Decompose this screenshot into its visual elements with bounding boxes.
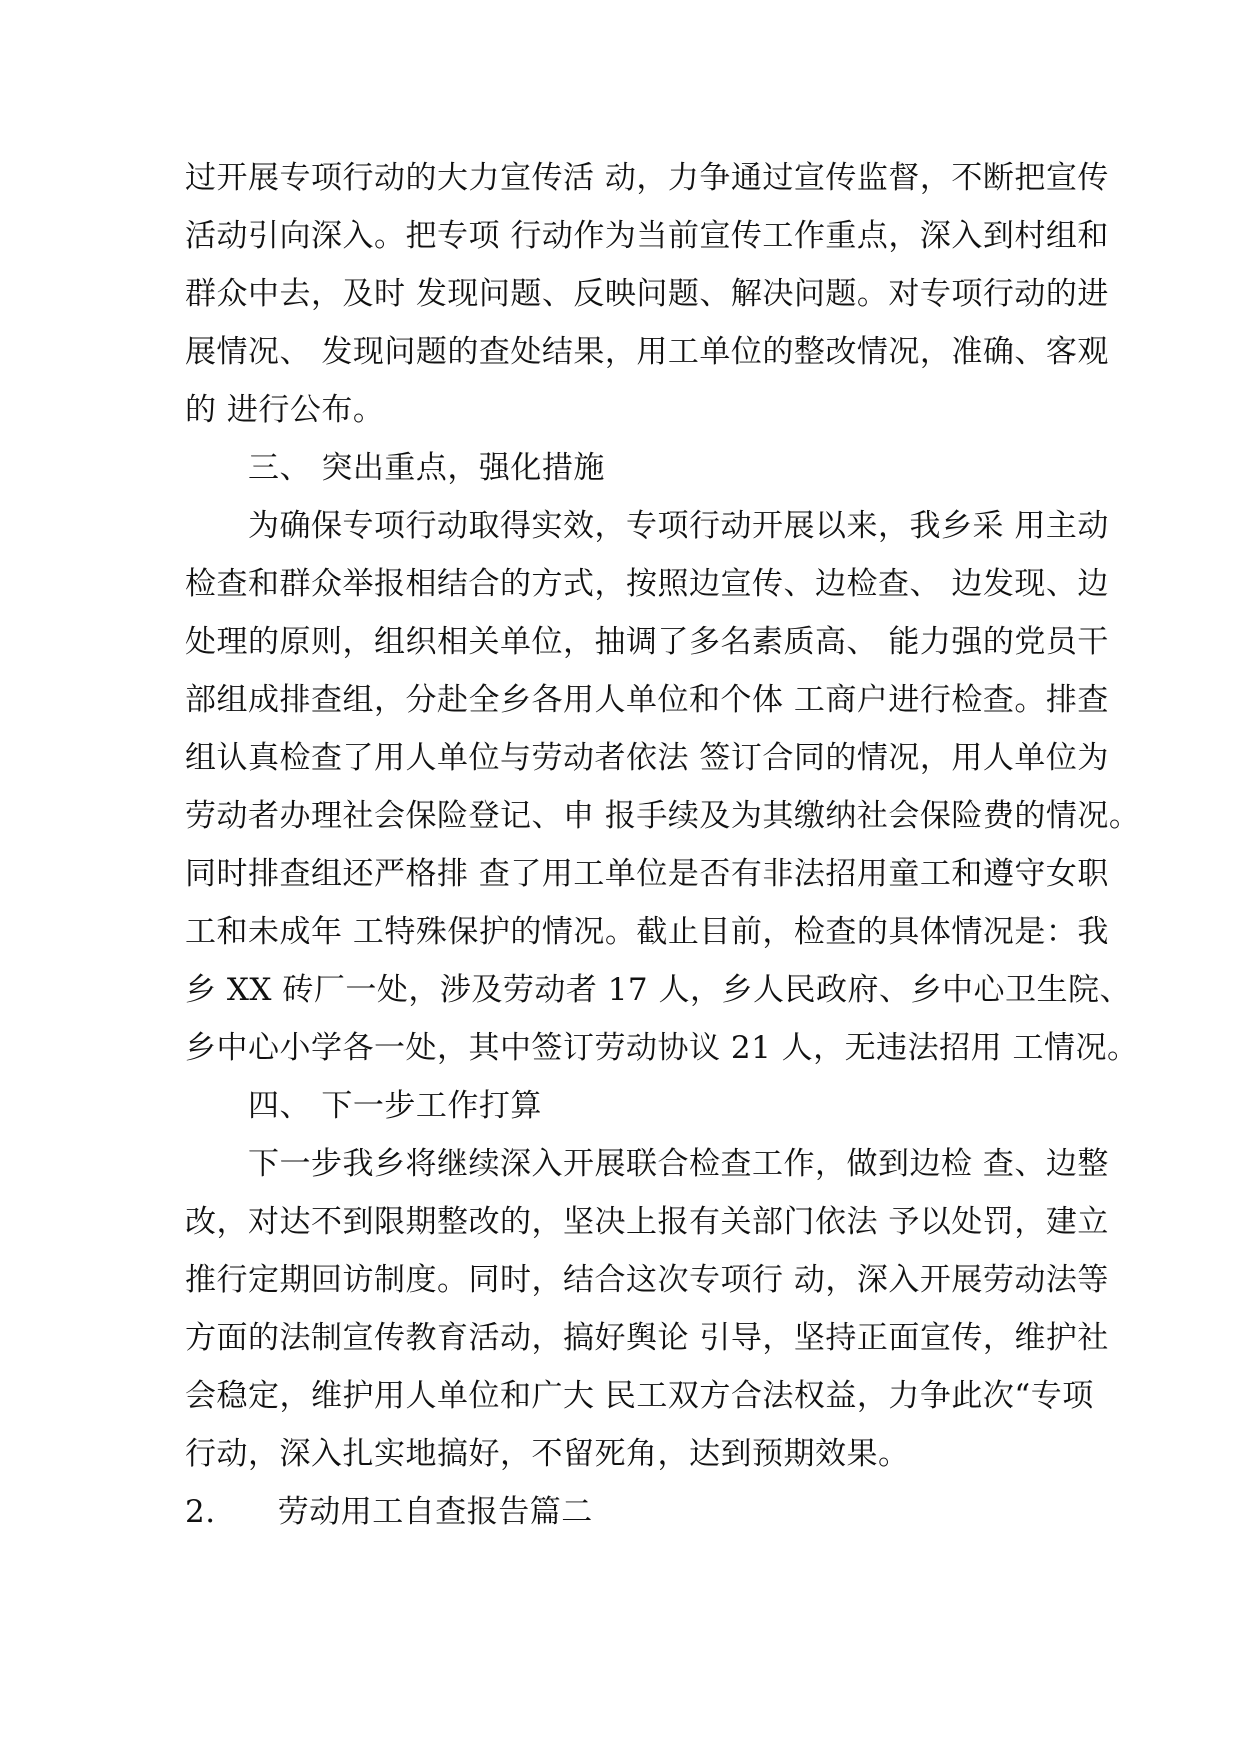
section-heading-3: 三、 突出重点，强化措施: [248, 450, 605, 486]
paragraph-line-12: 同时排查组还严格排 查了用工单位是否有非法招用童工和遵守女职: [185, 856, 1109, 892]
paragraph-line-13: 工和未成年 工特殊保护的情况。截止目前，检查的具体情况是：我: [185, 914, 1109, 950]
paragraph-line-20: 会稳定，维护用人单位和广大 民工双方合法权益，力争此次“专项: [185, 1378, 1094, 1414]
paragraph-line-1: 过开展专项行动的大力宣传活 动，力争通过宣传监督，不断把宣传: [185, 160, 1109, 196]
paragraph-line-15: 乡中心小学各一处，其中签订劳动协议 21 人，无违法招用 工情况。: [185, 1030, 1139, 1066]
paragraph-line-18: 推行定期回访制度。同时，结合这次专项行 动，深入开展劳动法等: [185, 1262, 1109, 1298]
paragraph-line-9: 部组成排查组，分赴全乡各用人单位和个体 工商户进行检查。排查: [185, 682, 1109, 718]
paragraph-line-2: 活动引向深入。把专项 行动作为当前宣传工作重点，深入到村组和: [185, 218, 1109, 254]
paragraph-line-14: 乡 XX 砖厂一处，涉及劳动者 17 人，乡人民政府、乡中心卫生院、: [185, 972, 1131, 1008]
paragraph-line-5: 的 进行公布。: [185, 392, 385, 428]
section-heading-4: 四、 下一步工作打算: [248, 1088, 542, 1124]
paragraph-line-16: 下一步我乡将继续深入开展联合检查工作，做到边检 查、边整: [248, 1146, 1109, 1182]
next-section-title: 2. 劳动用工自查报告篇二: [185, 1494, 593, 1530]
paragraph-line-11: 劳动者办理社会保险登记、申 报手续及为其缴纳社会保险费的情况。: [185, 798, 1141, 834]
paragraph-line-6: 为确保专项行动取得实效，专项行动开展以来，我乡采 用主动: [248, 508, 1109, 544]
paragraph-line-3: 群众中去，及时 发现问题、反映问题、解决问题。对专项行动的进: [185, 276, 1109, 312]
paragraph-line-17: 改，对达不到限期整改的，坚决上报有关部门依法 予以处罚，建立: [185, 1204, 1109, 1240]
paragraph-line-4: 展情况、 发现问题的查处结果，用工单位的整改情况，准确、客观: [185, 334, 1109, 370]
paragraph-line-19: 方面的法制宣传教育活动，搞好舆论 引导，坚持正面宣传，维护社: [185, 1320, 1109, 1356]
paragraph-line-10: 组认真检查了用人单位与劳动者依法 签订合同的情况，用人单位为: [185, 740, 1109, 776]
paragraph-line-8: 处理的原则，组织相关单位，抽调了多名素质高、 能力强的党员干: [185, 624, 1109, 660]
paragraph-line-21: 行动，深入扎实地搞好，不留死角，达到预期效果。: [185, 1436, 910, 1472]
paragraph-line-7: 检查和群众举报相结合的方式，按照边宣传、边检查、 边发现、边: [185, 566, 1109, 602]
